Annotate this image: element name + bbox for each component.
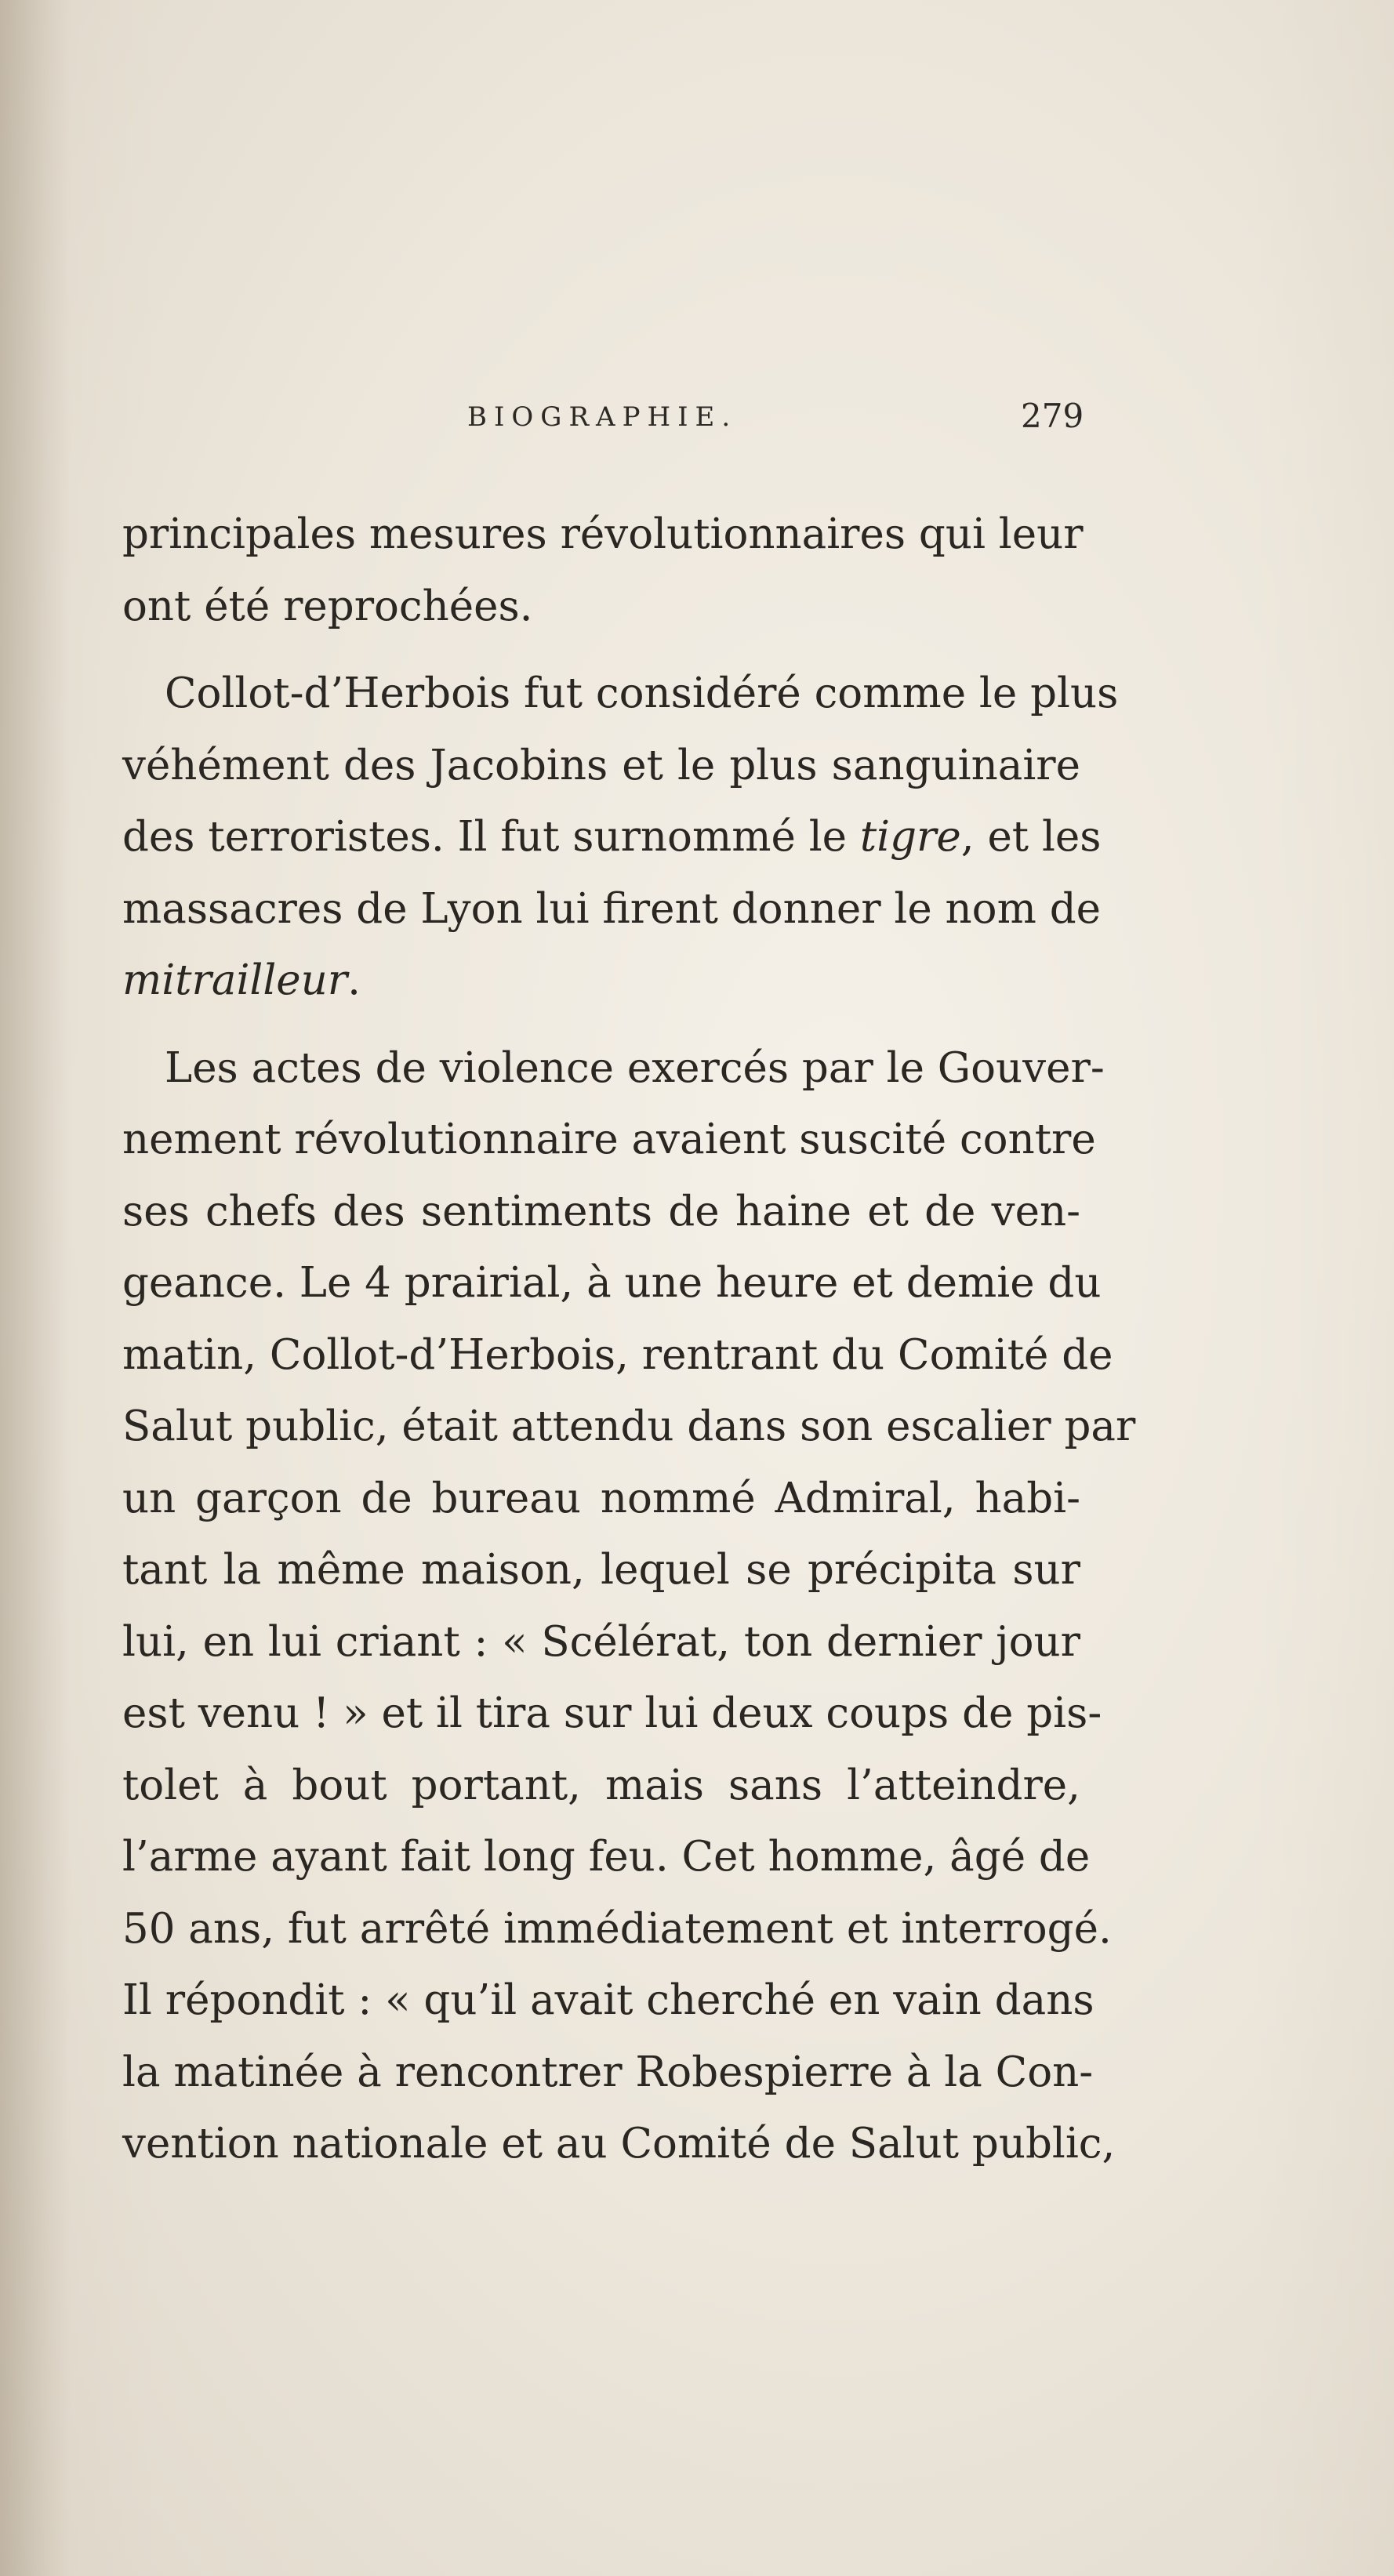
text-line: Les actes de violence exercés par le Gouver- [165,1043,1105,1092]
text-segment: , et les [960,813,1102,861]
text-segment: . [347,956,361,1004]
text-line: un garçon de bureau nommé Admiral, habi- [122,1474,1080,1522]
text-line [122,945,1080,1017]
text-line: matin, Collot-d’Herbois, rentrant du Comité de [122,1330,1113,1379]
text-line: ses chefs des sentiments de haine et de ven- [122,1187,1080,1235]
body-text [122,499,1136,2180]
text-line: principales mesures révolutionnaires qui leur [122,510,1084,558]
text-line: massacres de Lyon lui firent donner le nom de [122,884,1101,933]
text-line: 50 ans, fut arrêté immédiatement et interrogé. [122,1904,1112,1953]
gutter-shadow [0,0,71,2576]
text-line: Salut public, était attendu dans son escalier par [122,1402,1136,1450]
text-line: lui, en lui criant : « Scélérat, ton dernier jour [122,1617,1080,1666]
text-line: est venu ! » et il tira sur lui deux coups de pis- [122,1689,1102,1737]
text-line: l’arme ayant fait long feu. Cet homme, âgé de [122,1833,1091,1881]
text-line: nement révolutionnaire avaient suscité contre [122,1116,1096,1163]
text-line: tant la même maison, lequel se précipita sur [122,1546,1080,1594]
text-line: geance. Le 4 prairial, à une heure et demie du [122,1259,1102,1307]
text-line: Il répondit : « qu’il avait cherché en vain dans [122,1976,1095,2024]
text-line: tolet à bout portant, mais sans l’atteindre, [122,1761,1080,1809]
text-line: ont été reprochées. [122,582,533,630]
text-line: véhément des Jacobins et le plus sanguinaire [122,741,1080,789]
text-line: vention nationale et au Comité de Salut public, [122,2120,1116,2168]
italic-term: tigre [859,813,961,861]
running-title: BIOGRAPHIE. [467,401,738,433]
italic-term: mitrailleur [122,956,348,1004]
page-number: 279 [1021,397,1084,435]
text-line [122,801,1102,873]
text-line: la matinée à rencontrer Robespierre à la Con- [122,2048,1094,2096]
text-line: Collot-d’Herbois fut considéré comme le plus [165,669,1119,717]
text-segment: des terroristes. Il fut surnommé le [122,813,860,861]
